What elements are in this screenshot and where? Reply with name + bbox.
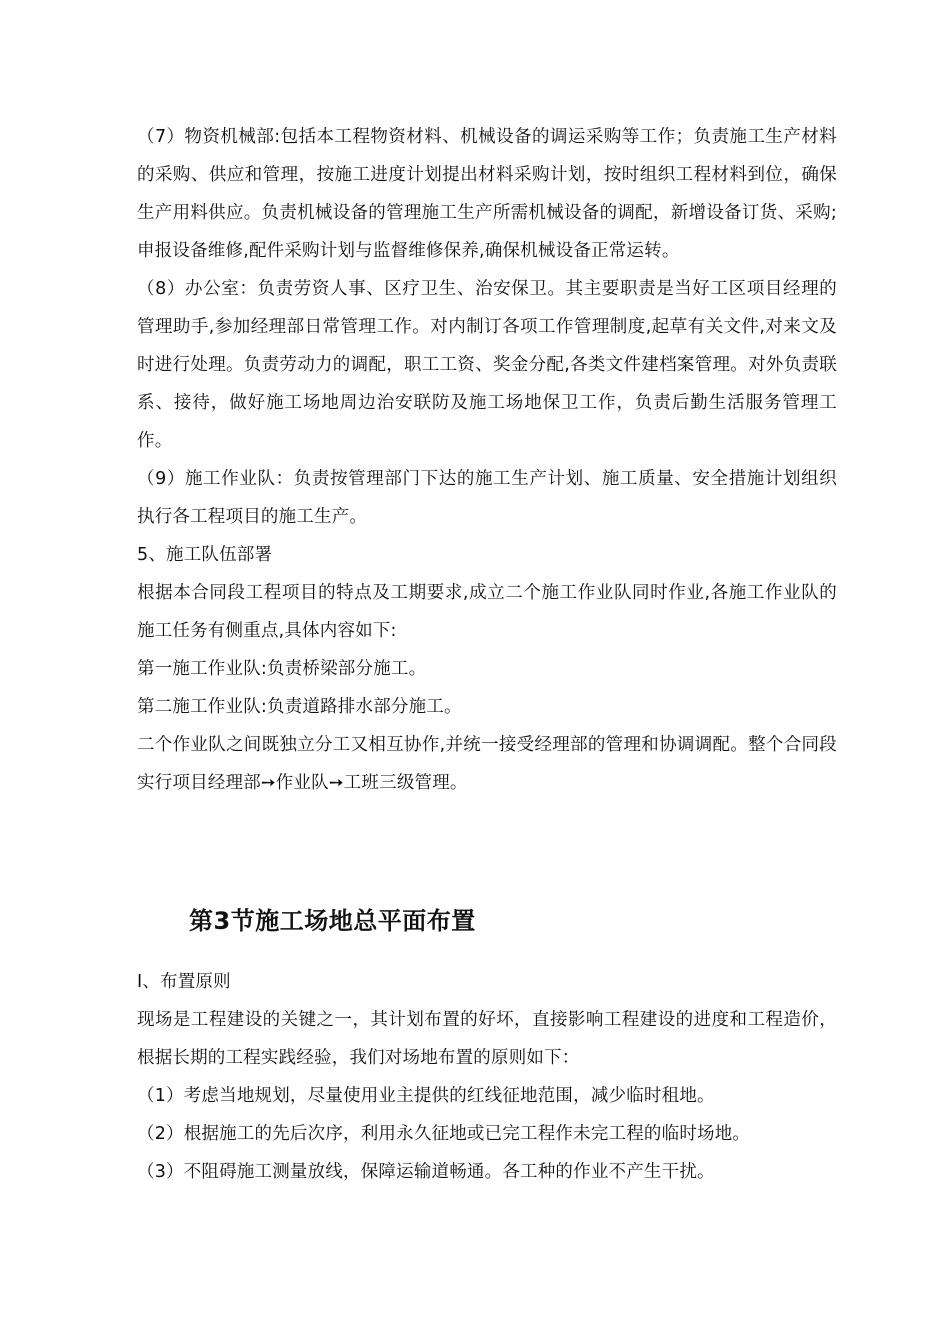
subheading-team-deployment: 5、施工队伍部署 xyxy=(137,545,273,565)
paragraph-management-levels: 二个作业队之间既独立分工又相互协作,并统一接受经理部的管理和协调调配。整个合同段实行项目经理部➙作业队➙工班三级管理。 xyxy=(137,735,837,793)
paragraph-second-team: 第二施工作业队:负责道路排水部分施工。 xyxy=(137,697,462,717)
paragraph-layout-intro: 现场是工程建设的关键之一，其计划布置的好坏，直接影响工程建设的进度和工程造价，根据长期的工程实践经验，我们对场地布置的原则如下： xyxy=(137,1010,837,1068)
paragraph-first-team: 第一施工作业队:负责桥梁部分施工。 xyxy=(137,659,427,679)
subheading-layout-principles: I、布置原则 xyxy=(137,972,231,992)
section-heading: 第3节施工场地总平面布置 xyxy=(189,907,476,935)
paragraph-materials-department: （7）物资机械部:包括本工程物资材料、机械设备的调运采购等工作；负责施工生产材料的采购、供应和管理，按施工进度计划提出材料采购计划，按时组织工程材料到位，确保生产用料供应。负责机械设备的管理施工生产所需机械设备的调配，新增设备订货、采购;申报设备维修,配件采购计划与监督维修保养,确保机械设备正常运转。 xyxy=(137,127,837,261)
list-item-principle-2: （2）根据施工的先后次序，利用永久征地或已完工程作未完工程的临时场地。 xyxy=(137,1124,751,1144)
list-item-principle-1: （1）考虑当地规划，尽量使用业主提供的红线征地范围，减少临时租地。 xyxy=(137,1086,715,1106)
paragraph-construction-team: （9）施工作业队：负责按管理部门下达的施工生产计划、施工质量、安全措施计划组织执行各工程项目的施工生产。 xyxy=(137,469,837,527)
body-text-top xyxy=(137,118,837,802)
body-text-bottom xyxy=(137,963,837,1191)
paragraph-office: （8）办公室：负责劳资人事、区疗卫生、治安保卫。其主要职责是当好工区项目经理的管理助手,参加经理部日常管理工作。对内制订各项工作管理制度,起草有关文件,对来文及时进行处理。负责劳动力的调配，职工工资、奖金分配,各类文件建档案管理。对外负责联系、接待，做好施工场地周边治安联防及施工场地保卫工作，负责后勤生活服务管理工作。 xyxy=(137,279,837,451)
list-item-principle-3: （3）不阻碍施工测量放线，保障运输道畅通。各工种的作业不产生干扰。 xyxy=(137,1162,715,1182)
paragraph-deployment-intro: 根据本合同段工程项目的特点及工期要求,成立二个施工作业队同时作业,各施工作业队的施工任务有侧重点,具体内容如下: xyxy=(137,583,837,641)
